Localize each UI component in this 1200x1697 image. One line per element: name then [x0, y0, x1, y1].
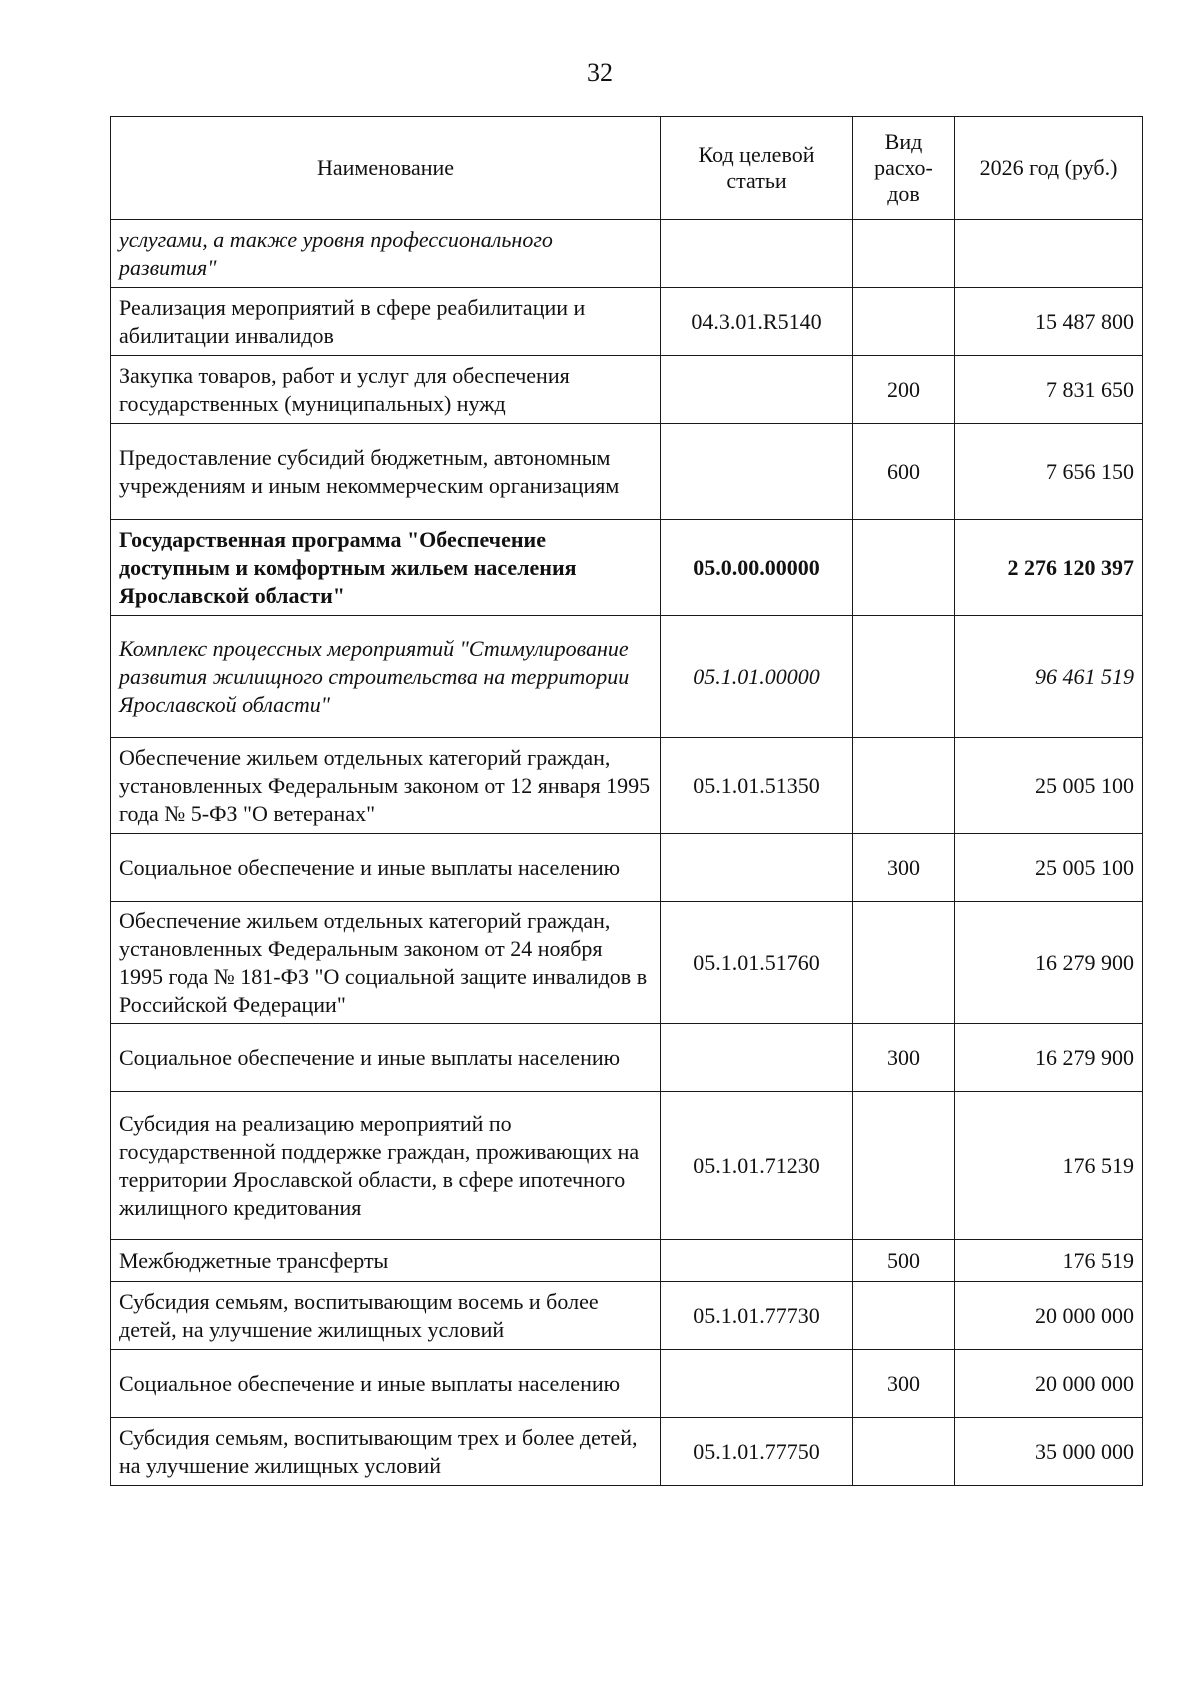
- table-row: [111, 902, 1143, 1024]
- row-name: Предоставление субсидий бюджетным, автономным учреждениям и иным некоммерческим организациям: [111, 424, 661, 520]
- row-amount: 16 279 900: [955, 902, 1143, 1024]
- row-type: [853, 1282, 955, 1350]
- row-code: [661, 834, 853, 902]
- table-row: [111, 1240, 1143, 1282]
- row-type: 300: [853, 1350, 955, 1418]
- row-code: 05.0.00.00000: [661, 520, 853, 616]
- header-type: Вид расхо-дов: [853, 117, 955, 220]
- row-type: [853, 1092, 955, 1240]
- row-type: 200: [853, 356, 955, 424]
- row-type: [853, 902, 955, 1024]
- row-amount: 96 461 519: [955, 616, 1143, 738]
- row-name: услугами, а также уровня профессионального развития": [111, 220, 661, 288]
- table-row: [111, 288, 1143, 356]
- table-row: [111, 520, 1143, 616]
- row-type: [853, 220, 955, 288]
- table-row: [111, 1092, 1143, 1240]
- row-amount: 25 005 100: [955, 834, 1143, 902]
- table-row: [111, 1282, 1143, 1350]
- row-name: Социальное обеспечение и иные выплаты населению: [111, 834, 661, 902]
- row-code: [661, 220, 853, 288]
- table-row: [111, 424, 1143, 520]
- row-name: Закупка товаров, работ и услуг для обеспечения государственных (муниципальных) нужд: [111, 356, 661, 424]
- row-amount: 176 519: [955, 1240, 1143, 1282]
- header-name: Наименование: [111, 117, 661, 220]
- table-row: [111, 834, 1143, 902]
- row-name: Межбюджетные трансферты: [111, 1240, 661, 1282]
- header-code: Код целевой статьи: [661, 117, 853, 220]
- row-amount: 20 000 000: [955, 1282, 1143, 1350]
- row-code: [661, 1024, 853, 1092]
- row-amount: 25 005 100: [955, 738, 1143, 834]
- row-amount: 7 831 650: [955, 356, 1143, 424]
- table-row: [111, 1350, 1143, 1418]
- row-type: 500: [853, 1240, 955, 1282]
- table-row: [111, 356, 1143, 424]
- table-row: [111, 1418, 1143, 1486]
- table-header-row: [111, 117, 1143, 220]
- row-name: Государственная программа "Обеспечение доступным и комфортным жильем населения Ярославской области": [111, 520, 661, 616]
- row-code: [661, 1240, 853, 1282]
- row-code: 05.1.01.51350: [661, 738, 853, 834]
- row-amount: 35 000 000: [955, 1418, 1143, 1486]
- row-code: 04.3.01.R5140: [661, 288, 853, 356]
- row-name: Субсидия семьям, воспитывающим восемь и более детей, на улучшение жилищных условий: [111, 1282, 661, 1350]
- row-code: 05.1.01.77750: [661, 1418, 853, 1486]
- row-code: 05.1.01.71230: [661, 1092, 853, 1240]
- row-code: 05.1.01.51760: [661, 902, 853, 1024]
- table-row: [111, 738, 1143, 834]
- row-type: 300: [853, 834, 955, 902]
- row-code: [661, 356, 853, 424]
- page-number: 32: [587, 58, 613, 87]
- row-type: [853, 288, 955, 356]
- budget-table: [110, 116, 1143, 1486]
- row-name: Социальное обеспечение и иные выплаты населению: [111, 1350, 661, 1418]
- table-row: [111, 220, 1143, 288]
- header-amount: 2026 год (руб.): [955, 117, 1143, 220]
- row-code: [661, 1350, 853, 1418]
- row-type: [853, 1418, 955, 1486]
- row-name: Обеспечение жильем отдельных категорий граждан, установленных Федеральным законом от 24 ноября 1995 года № 181-ФЗ "О социальной защите инвалидов в Российской Федерации": [111, 902, 661, 1024]
- row-name: Субсидия на реализацию мероприятий по государственной поддержке граждан, проживающих на территории Ярославской области, в сфере ипотечного жилищного кредитования: [111, 1092, 661, 1240]
- row-amount: 16 279 900: [955, 1024, 1143, 1092]
- row-name: Обеспечение жильем отдельных категорий граждан, установленных Федеральным законом от 12 января 1995 года № 5-ФЗ "О ветеранах": [111, 738, 661, 834]
- row-type: [853, 616, 955, 738]
- row-amount: 15 487 800: [955, 288, 1143, 356]
- row-type: [853, 738, 955, 834]
- row-amount: 2 276 120 397: [955, 520, 1143, 616]
- row-name: Реализация мероприятий в сфере реабилитации и абилитации инвалидов: [111, 288, 661, 356]
- table-row: [111, 616, 1143, 738]
- row-amount: 7 656 150: [955, 424, 1143, 520]
- row-code: [661, 424, 853, 520]
- table-row: [111, 1024, 1143, 1092]
- row-type: [853, 520, 955, 616]
- row-name: Социальное обеспечение и иные выплаты населению: [111, 1024, 661, 1092]
- row-code: 05.1.01.00000: [661, 616, 853, 738]
- row-amount: 176 519: [955, 1092, 1143, 1240]
- row-type: 600: [853, 424, 955, 520]
- row-name: Комплекс процессных мероприятий "Стимулирование развития жилищного строительства на территории Ярославской области": [111, 616, 661, 738]
- row-amount: 20 000 000: [955, 1350, 1143, 1418]
- row-type: 300: [853, 1024, 955, 1092]
- row-code: 05.1.01.77730: [661, 1282, 853, 1350]
- row-name: Субсидия семьям, воспитывающим трех и более детей, на улучшение жилищных условий: [111, 1418, 661, 1486]
- row-amount: [955, 220, 1143, 288]
